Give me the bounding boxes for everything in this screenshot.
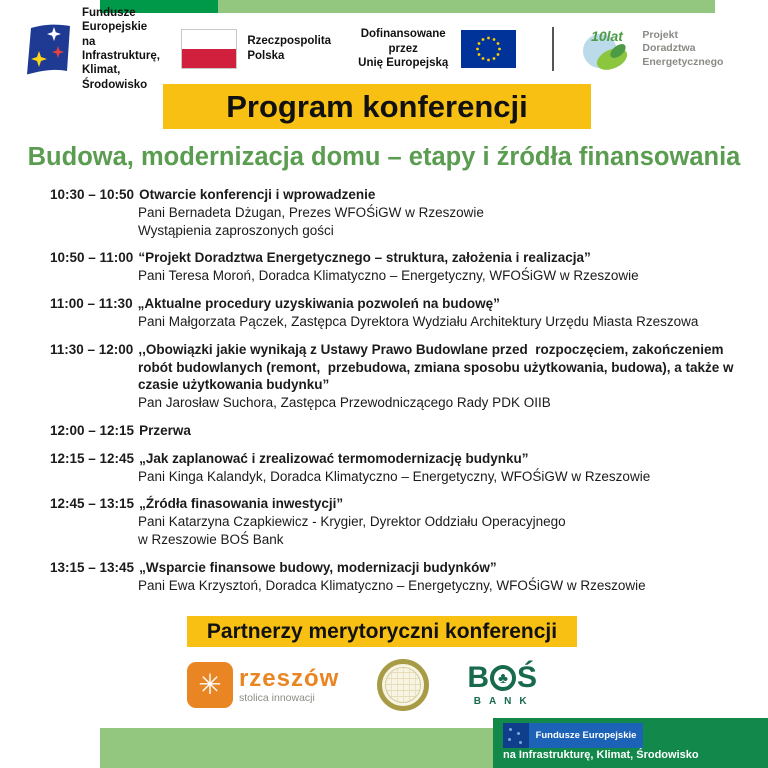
schedule-time: 10:50 – 11:00 (50, 250, 134, 266)
schedule-time: 12:15 – 12:45 (50, 450, 135, 466)
schedule-item (50, 450, 744, 486)
schedule-item-header (50, 249, 744, 267)
schedule-item (50, 249, 744, 285)
schedule-title: „Źródła finasowania inwestycji” (139, 496, 344, 512)
partners-logos-row (0, 659, 746, 711)
footer-eu-flag-fragment-icon (503, 723, 529, 748)
schedule-detail: Pan Jarosław Suchora, Zastępca Przewodniczącego Rady PDK OIIB (138, 395, 551, 411)
bos-letter-b: B (467, 661, 490, 694)
eu-funds-flag-icon (24, 21, 74, 77)
conference-title: Budowa, modernizacja domu – etapy i źródła finansowania (27, 143, 741, 171)
bos-o-ring-icon (490, 665, 516, 691)
schedule-title: „Wsparcie finansowe budowy, modernizacji budynków” (139, 559, 497, 575)
schedule-item-header (50, 186, 744, 204)
program-banner-title: Program konferencji (226, 88, 528, 124)
footer-eu-funds-badge (503, 723, 643, 748)
schedule-details (50, 313, 744, 331)
schedule-title: „Aktualne procedury uzyskiwania pozwoleń na budowę” (137, 296, 500, 312)
project-line2: Doradztwa Energetycznego (642, 42, 724, 68)
cofunded-label (357, 27, 449, 72)
schedule-time: 10:30 – 10:50 (50, 187, 135, 202)
footer (0, 718, 768, 768)
cofunded-line1: Dofinansowane przez (360, 27, 446, 55)
bos-bank-logo (467, 663, 537, 707)
schedule-detail: Pani Ewa Krzysztoń, Doradca Klimatyczno – Energetyczny, WFOŚiGW w Rzeszowie (138, 577, 646, 593)
schedule-item-header (50, 341, 744, 394)
schedule-detail: w Rzeszowie BOŚ Bank (138, 532, 284, 547)
rzeszow-star-icon: ✳ (187, 662, 233, 708)
poland-line2: Polska (247, 50, 285, 62)
schedule-item (50, 341, 744, 412)
rzeszow-name: rzeszów (238, 664, 340, 692)
schedule-details (50, 468, 744, 486)
bos-letter-s: Ś (517, 661, 538, 694)
schedule-detail: Pani Bernadeta Dżugan, Prezes WFOŚiGW w Rzeszowie (138, 204, 484, 220)
footer-eu-funds-label: Fundusze Europejskie (535, 730, 637, 741)
schedule-item (50, 295, 744, 331)
header-logos-row (24, 6, 750, 91)
schedule-detail: Pani Teresa Moroń, Doradca Klimatyczno – Energetyczny, WFOŚiGW w Rzeszowie (138, 268, 639, 284)
schedule-item-header (50, 422, 744, 440)
schedule-time: 11:30 – 12:00 (50, 341, 134, 357)
ten-years-project-icon (580, 21, 636, 77)
ten-years-badge: 10lat (591, 28, 624, 44)
schedule-title: ,,Obowiązki jakie wynikają z Ustawy Prawo Budowlane przed rozpoczęciem, zakończeniem robót budowlanych (remont, przebudowa, zmiana sposobu użytkowania, budowa), a także w czasie użytkowania budynku” (138, 341, 738, 393)
schedule-item-header (50, 559, 744, 577)
eu-funds-line1: Fundusze Europejskie (82, 6, 148, 34)
schedule-item-header (50, 495, 744, 513)
clover-leaf-icon: ♣ (498, 669, 508, 687)
schedule-detail: Pani Kinga Kalandyk, Doradca Klimatyczno – Energetyczny, WFOŚiGW w Rzeszowie (138, 468, 651, 484)
schedule-details (50, 204, 744, 240)
schedule-item-header (50, 295, 744, 313)
schedule-time: 12:45 – 13:15 (50, 496, 135, 512)
rzeszow-subtitle: stolica innowacji (238, 691, 315, 704)
chamber-seal-icon (377, 659, 429, 711)
eu-funds-line3: Klimat, Środowisko (82, 64, 148, 91)
schedule-item (50, 422, 744, 440)
schedule-title: Przerwa (139, 422, 191, 438)
program-banner (163, 84, 591, 129)
footer-program-line: na Infrastrukturę, Klimat, Środowisko (503, 749, 699, 761)
footer-green-block (493, 718, 768, 768)
top-strip-light-segment (218, 0, 715, 13)
header-divider (552, 27, 554, 71)
schedule-time: 11:00 – 11:30 (50, 296, 133, 312)
partners-banner (187, 616, 577, 647)
schedule-details (50, 577, 744, 595)
chamber-seal-globe (385, 667, 421, 703)
poland-line1: Rzeczpospolita (247, 35, 332, 48)
poland-label (247, 34, 331, 64)
project-line1: Projekt (642, 28, 678, 41)
schedule-details (50, 394, 744, 412)
partners-banner-title: Partnerzy merytoryczni konferencji (206, 619, 558, 643)
schedule-item-header (50, 450, 744, 468)
cofunded-line2: Unię Europejską (358, 57, 449, 70)
schedule-time: 13:15 – 13:45 (50, 559, 135, 575)
rzeszow-logo (187, 662, 339, 708)
schedule-item (50, 186, 744, 239)
schedule-item (50, 495, 744, 548)
schedule-title: “Projekt Doradztwa Energetycznego – struktura, założenia i realizacja” (138, 250, 591, 266)
project-label (642, 29, 750, 70)
schedule-details (50, 267, 744, 285)
schedule-item (50, 559, 744, 595)
bos-bank-label: BANK (473, 696, 535, 707)
schedule-details (50, 513, 744, 549)
eu-funds-line2: na Infrastrukturę, (82, 35, 160, 62)
schedule-detail: Pani Małgorzata Pączek, Zastępca Dyrektora Wydziału Architektury Urzędu Miasta Rzeszowa (138, 313, 699, 329)
schedule-list (50, 186, 744, 604)
schedule-time: 12:00 – 12:15 (50, 422, 135, 438)
schedule-title: „Jak zaplanować i zrealizować termomodernizację budynku” (139, 450, 529, 466)
eu-funds-logo-block (24, 6, 165, 92)
footer-light-green-strip (100, 728, 493, 768)
schedule-title: Otwarcie konferencji i wprowadzenie (139, 187, 376, 202)
eu-funds-logo-text (82, 6, 165, 92)
bos-wordmark (467, 663, 537, 693)
schedule-detail: Wystąpienia zaproszonych gości (138, 222, 334, 238)
schedule-detail: Pani Katarzyna Czapkiewicz - Krygier, Dyrektor Oddziału Operacyjnego (138, 514, 566, 530)
rzeszow-logo-text (238, 664, 340, 704)
poland-flag-icon (181, 29, 237, 69)
eu-flag-icon (461, 30, 516, 68)
